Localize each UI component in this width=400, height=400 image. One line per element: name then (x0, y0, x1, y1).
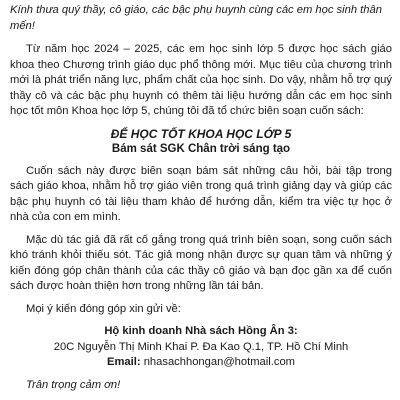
feedback-paragraph: Mặc dù tác giả đã rất cố gắng trong quá trình biên soạn, song cuốn sách khó tránh khỏi thiếu sót. Tác giả mong nhận được sự quan tâm và những ý kiến đóng góp chân thành của các thầy cô giáo và bạn đọc gần xa để cuốn sách được hoàn thiện hơn trong những lần tái bản. (10, 233, 392, 292)
contact-block (10, 324, 392, 371)
email-address: nhasachhongan@hotmail.com (143, 356, 295, 368)
email-label: Email: (107, 356, 141, 368)
contact-intro: Mọi ý kiến đóng góp xin gửi về: (26, 302, 181, 315)
company-name: Hộ kinh doanh Nhà sách Hồng Ân 3: (104, 325, 298, 337)
purpose-paragraph: Cuốn sách này được biên soạn bám sát những câu hỏi, bài tập trong sách giáo khoa, nhằm hỗ trợ giáo viên trong quá trình giảng dạy và giúp các bậc phụ huynh có tài liệu tham khảo để hướng dẫn, kiểm tra việc tự học ở nhà của con em mình. (10, 164, 392, 223)
greeting: Kính thưa quý thầy, cô giáo, các bậc phụ huynh cùng các em học sinh thân mến! (10, 4, 382, 32)
book-title: ĐỂ HỌC TỐT KHOA HỌC LỚP 5 (110, 126, 292, 141)
intro-paragraph: Từ năm học 2024 – 2025, các em học sinh lớp 5 được học sách giáo khoa theo Chương trình giáo dục phổ thông mới. Mục tiêu của chương trình mới là phát triển năng lực, phẩm chất của học sinh. Do vậy, nhằm hỗ trợ quý thầy cô và các bậc phụ huynh có thêm tài liệu hướng dẫn các em học sinh học tốt môn Khoa học lớp 5, chúng tôi đã tổ chức biên soạn cuốn sách: (10, 43, 392, 117)
email-line (10, 355, 392, 371)
book-title-block (10, 127, 392, 158)
book-subtitle: Bám sát SGK Chân trời sáng tạo (111, 143, 291, 155)
company-address: 20C Nguyễn Thị Minh Khai P. Đa Kao Q.1, TP. Hồ Chí Minh (53, 340, 349, 353)
closing: Trân trọng cảm ơn! (26, 378, 121, 391)
